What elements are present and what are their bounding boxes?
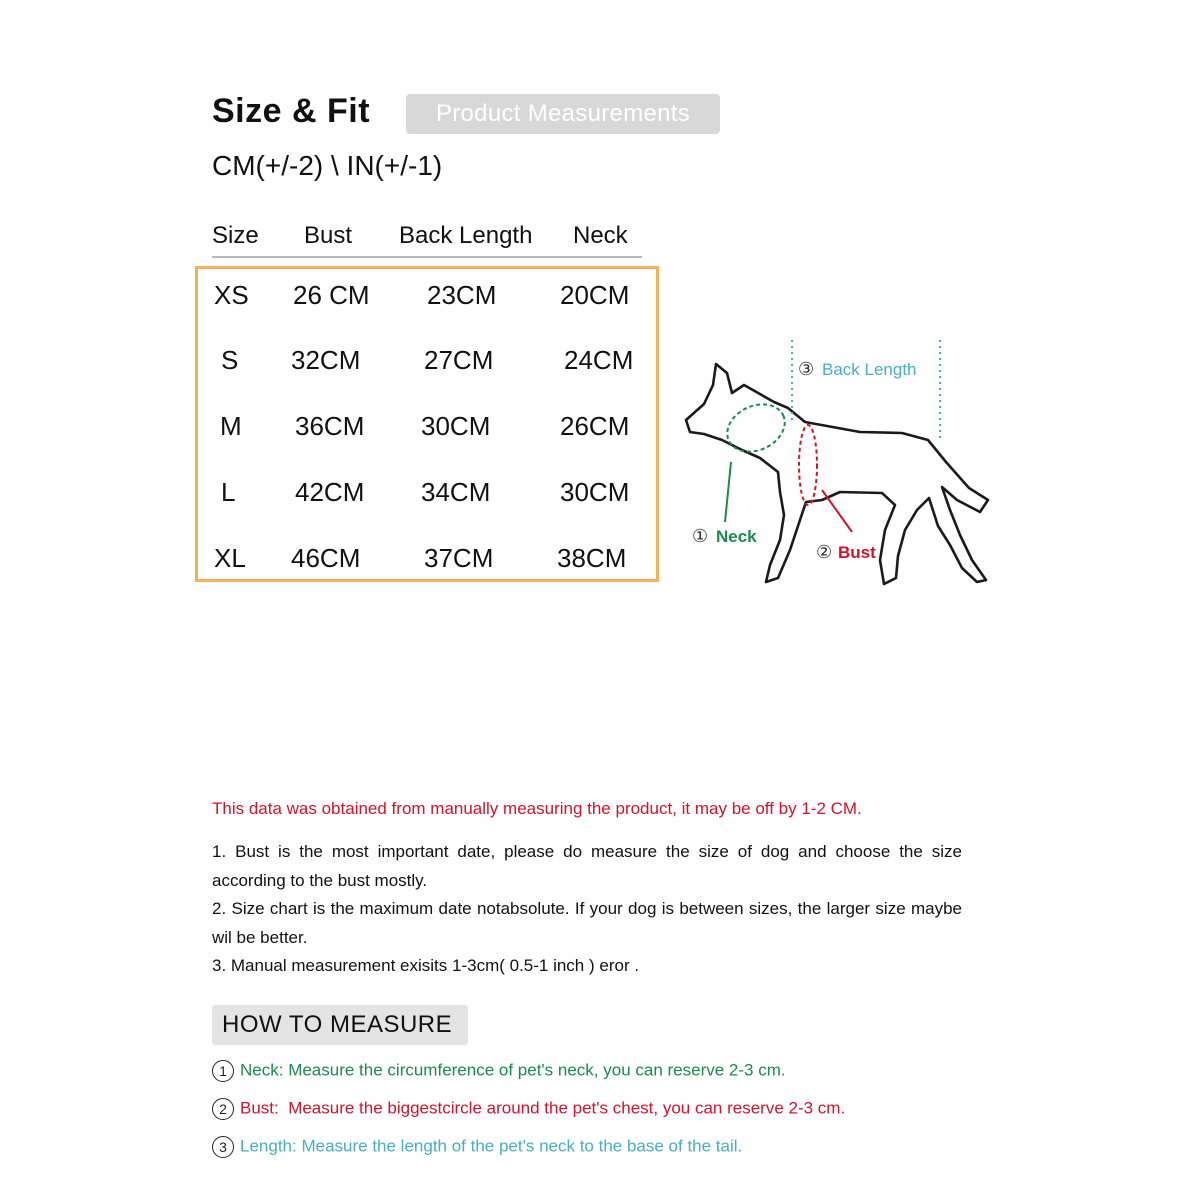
note-item: 1. Bust is the most important date, please do measure the size of dog and choose the size according to the bust mostly. <box>212 842 962 890</box>
measure-step-length <box>212 1136 742 1158</box>
product-measurements-badge: Product Measurements <box>406 94 720 134</box>
step-text: Measure the length of the pet's neck to the base of the tail. <box>296 1136 743 1156</box>
table-cell-neck: 30CM <box>560 477 630 507</box>
back-length-number: ③ <box>798 359 815 380</box>
back-length-label: Back Length <box>822 360 917 379</box>
table-cell-back-length: 23CM <box>427 280 497 310</box>
neck-label: Neck <box>716 527 757 546</box>
column-header-bust: Bust <box>304 222 353 249</box>
dog-silhouette <box>686 364 988 584</box>
step-text: Measure the circumference of pet's neck, you can reserve 2-3 cm. <box>283 1060 786 1080</box>
column-header-size: Size <box>212 222 259 249</box>
table-cell-bust: 36CM <box>295 411 365 441</box>
page-title: Size & Fit <box>212 92 371 130</box>
table-cell-neck: 26CM <box>560 411 630 441</box>
table-cell-size: L <box>221 477 236 507</box>
units-note: CM(+/-2) \ IN(+/-1) <box>212 150 443 181</box>
table-cell-bust: 46CM <box>291 543 361 573</box>
step-label: Bust: <box>240 1098 279 1118</box>
neck-number: ① <box>692 526 709 547</box>
bust-number: ② <box>816 542 833 563</box>
neck-pointer-line <box>725 462 731 522</box>
disclaimer-note: This data was obtained from manually measuring the product, it may be off by 1-2 CM. <box>212 799 862 818</box>
table-cell-back-length: 27CM <box>424 345 494 375</box>
table-cell-size: S <box>221 345 239 375</box>
step-label: Length: <box>240 1136 297 1156</box>
step-number-icon: 1 <box>212 1060 234 1082</box>
bust-measure-ring <box>799 425 817 505</box>
table-cell-back-length: 37CM <box>424 543 494 573</box>
table-cell-back-length: 30CM <box>421 411 491 441</box>
table-cell-neck: 24CM <box>564 345 634 375</box>
table-cell-bust: 42CM <box>295 477 365 507</box>
note-item: 2. Size chart is the maximum date notabsolute. If your dog is between sizes, the larger size maybe wil be better. <box>212 899 962 947</box>
column-header-back-length: Back Length <box>399 222 533 249</box>
step-text: Measure the biggestcircle around the pet's chest, you can reserve 2-3 cm. <box>278 1098 846 1118</box>
note-item: 3. Manual measurement exisits 1-3cm( 0.5-1 inch ) eror . <box>212 956 640 975</box>
bust-pointer-line <box>822 490 852 532</box>
measure-step-bust <box>212 1098 845 1120</box>
notes-list <box>212 838 962 981</box>
table-cell-neck: 20CM <box>560 280 630 310</box>
table-cell-size: M <box>220 411 242 441</box>
table-cell-neck: 38CM <box>557 543 627 573</box>
table-cell-size: XL <box>214 543 246 573</box>
column-header-neck: Neck <box>573 222 628 249</box>
table-cell-bust: 26 CM <box>293 280 370 310</box>
bust-label: Bust <box>838 543 876 562</box>
step-number-icon: 3 <box>212 1136 234 1158</box>
step-label: Neck: <box>240 1060 284 1080</box>
how-to-measure-heading: HOW TO MEASURE <box>212 1005 468 1045</box>
table-cell-size: XS <box>214 280 249 310</box>
table-cell-back-length: 34CM <box>421 477 491 507</box>
measure-step-neck <box>212 1060 786 1082</box>
step-number-icon: 2 <box>212 1098 234 1120</box>
table-cell-bust: 32CM <box>291 345 361 375</box>
